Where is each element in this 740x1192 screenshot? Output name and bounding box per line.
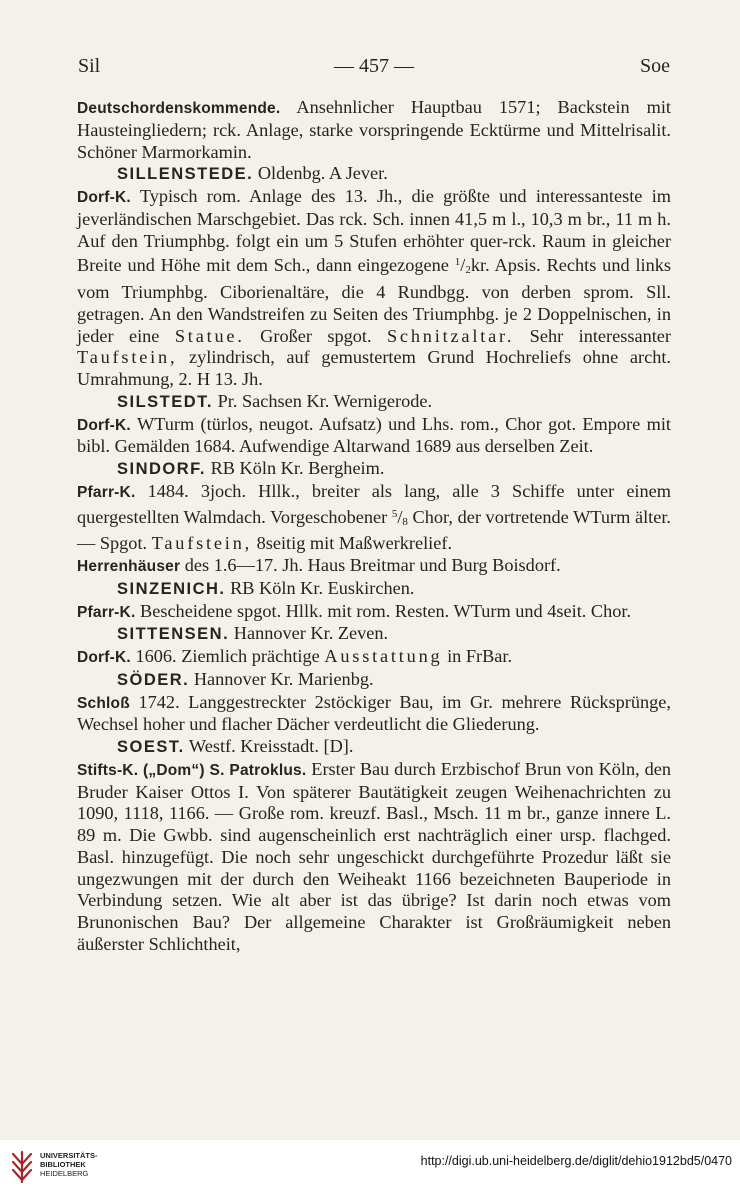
place-name: SITTENSEN. — [117, 625, 230, 644]
place-name: SILLENSTEDE. — [117, 165, 254, 184]
entry-paragraph: Pfarr-K. 1484. 3joch. Hllk., breiter als lang, alle 3 Schiffe unter einem quergestellten Walmdach. Vorgeschobener $^5$/8 Chor, der vortretende WTurm älter. — Spgot. Taufstein, 8seitig mit Maßwerkrelief. — [77, 480, 671, 554]
university-library-logo-icon — [8, 1148, 36, 1184]
running-header — [78, 52, 670, 80]
spaced-term: Taufstein, — [77, 347, 178, 368]
entry-label: Schloß — [77, 694, 130, 712]
fraction-denominator: 2 — [465, 264, 471, 277]
entry-paragraph — [77, 646, 671, 669]
spaced-term: Ausstattung — [324, 646, 443, 666]
viewer-footer — [0, 1140, 740, 1192]
entry-label: Dorf-K. — [77, 649, 131, 666]
entry-label: Dorf-K. — [77, 416, 131, 434]
place-heading — [77, 163, 671, 186]
entry-text: in FrBar. — [442, 646, 513, 666]
entry-label: Pfarr-K. — [77, 603, 136, 621]
entry-text: Bescheidene spgot. Hllk. mit rom. Resten. WTurm und 4seit. Chor. — [135, 600, 632, 621]
entry-text: 8seitig mit Maßwerkrelief. — [252, 533, 453, 554]
logo-wordmark — [40, 1151, 98, 1178]
logo-line: UNIVERSITÄTS- — [40, 1151, 98, 1160]
entry-label: Stifts-K. („Dom“) S. Patroklus. — [77, 761, 307, 779]
entry-paragraph — [77, 414, 671, 459]
place-name: SILSTEDT. — [117, 392, 214, 411]
entry-text: Großer spgot. — [244, 325, 387, 346]
entry-text: Ansehnlicher Hauptbau 1571; Backstein mit Hausteingliedern; rck. Anlage, starke vorspringende Ecktürme und Mittelrisalit. Schöner Marmorkamin. — [77, 97, 671, 162]
place-heading — [77, 736, 671, 759]
entry-label: Herrenhäuser — [77, 558, 181, 575]
place-heading — [77, 458, 671, 481]
header-right-keyword: Soe — [640, 55, 670, 77]
place-heading — [77, 391, 671, 414]
logo-line: HEIDELBERG — [40, 1169, 89, 1178]
place-name: SINZENICH. — [117, 579, 226, 598]
fraction-numerator: 5 — [391, 507, 398, 520]
entry-label: Deutschordenskommende. — [77, 100, 281, 117]
entry-paragraph — [77, 601, 671, 624]
entry-paragraph — [77, 759, 671, 956]
body-text — [77, 97, 671, 956]
place-heading — [77, 623, 671, 646]
entry-label: Pfarr-K. — [77, 483, 136, 501]
entry-text: Typisch rom. Anlage des 13. Jh., die größte und interessanteste im jeverländischen Marschgebiet. Das rck. Sch. innen 41,5 m l., 10,3 m br., 11 m h. Auf den Triumphbg. folgt ein um 5 Stufen erhöhter quer-rck. Raum in gleicher Breite und Höhe mit dem Sch., dann eingezogene — [77, 186, 671, 276]
entry-text: WTurm (türlos, neugot. Aufsatz) und Lhs. rom., Chor got. Empore mit bibl. Gemälden 1684. Aufwendige Altarwand 1689 aus derselben Zeit. — [77, 413, 671, 457]
place-region: Westf. Kreisstadt. [D]. — [184, 736, 354, 756]
entry-text: des 1.6—17. Jh. Haus Breitmar und Burg Boisdorf. — [180, 555, 561, 575]
entry-text: 1606. Ziemlich prächtige — [130, 646, 325, 666]
place-region: Pr. Sachsen Kr. Wernigerode. — [213, 390, 433, 411]
place-name: SOEST. — [117, 738, 185, 756]
spaced-term: Statue. — [174, 325, 245, 346]
place-name: SINDORF. — [117, 460, 207, 478]
fraction-numerator: 1 — [454, 256, 461, 269]
place-region: Hannover Kr. Zeven. — [229, 623, 389, 644]
entry-text: Chor, der vortretende WTurm älter. — Spgot. — [77, 506, 671, 554]
entry-text: 1484. 3joch. Hllk., breiter als lang, alle 3 Schiffe unter einem quergestellten Walmdach. Vorgeschobener — [77, 480, 671, 527]
place-region: RB Köln Kr. Bergheim. — [206, 458, 385, 478]
logo-line: BIBLIOTHEK — [40, 1160, 86, 1169]
spaced-term: Schnitzaltar. — [386, 325, 515, 346]
place-heading — [77, 578, 671, 601]
entry-text: 1742. Langgestreckter 2stöckiger Bau, im Gr. mehrere Rücksprünge, Wechsel hoher und flacher Dächer verdeutlicht die Gliederung. — [77, 691, 671, 735]
entry-text: Sehr interessanter — [514, 325, 671, 346]
entry-label: Dorf-K. — [77, 189, 131, 206]
place-name: SÖDER. — [117, 670, 190, 689]
entry-paragraph — [77, 692, 671, 737]
entry-paragraph — [77, 555, 671, 578]
entry-paragraph: Dorf-K. Typisch rom. Anlage des 13. Jh., die größte und interessanteste im jeverländischen Marschgebiet. Das rck. Sch. innen 41,5 m l., 10,3 m br., 11 m h. Auf den Triumphbg. folgt ein um 5 Stufen erhöhter quer-rck. Raum in gleicher Breite und Höhe mit dem Sch., dann eingezogene $^1$/2kr. Apsis. Rechts und links vom Triumphbg. Ciborienaltäre, die 4 Rundbgg. von derben sprom. Sll. getragen. An den Wandstreifen zu Seiten des Triumphbg. je 2 Doppelnischen, in jeder eine Statue. Großer spgot. Schnitzaltar. Sehr interessanter Taufstein, zylindrisch, auf gemustertem Grund Hochreliefs ohne archt. Umrahmung, 2. H 13. Jh. — [77, 186, 671, 389]
spaced-term: Taufstein, — [151, 533, 253, 554]
entry-text: Erster Bau durch Erzbischof Brun von Köln, den Bruder Kaiser Ottos I. Von späterer Bautätigkeit zeugen Weihenachrichten zu 1090, 1118, 1166. — Große rom. kreuzf. Basl., Msch. 11 m br., ganze innere L. 89 m. Die Gwbb. sind augenscheinlich erst nachträglich einer ursp. flachged. Basl. hinzugefügt. Die noch sehr ungeschickt durchgeführte Prozedur läßt sie ungezwungen mit der durch den Weiheakt 1166 bezeichneten Bauperiode in Verbindung setzen. Wie alt aber ist das übrige? Ist darin noch etwas vom Brunonischen Bau? Der allgemeine Charakter ist Großräumigkeit neben äußerster Schlichtheit, — [77, 758, 671, 954]
header-left-keyword: Sil — [78, 55, 101, 77]
entry-text: kr. Apsis. Rechts und links vom Triumphbg. Ciborienaltäre, die 4 Rundbgg. von derben sprom. Sll. getragen. An den Wandstreifen zu Seiten des Triumphbg. je 2 Doppelnischen, in jeder eine — [77, 255, 671, 346]
permalink-url[interactable]: http://digi.ub.uni-heidelberg.de/diglit/dehio1912bd5/0470 — [420, 1154, 732, 1168]
entry-text: zylindrisch, auf gemustertem Grund Hochreliefs ohne archt. Umrahmung, 2. H 13. Jh. — [77, 347, 671, 389]
place-heading — [77, 669, 671, 692]
page-number: — 457 — — [334, 55, 414, 77]
place-region: RB Köln Kr. Euskirchen. — [225, 577, 415, 598]
place-region: Oldenbg. A Jever. — [253, 163, 388, 184]
place-region: Hannover Kr. Marienbg. — [189, 668, 374, 689]
entry-paragraph — [77, 97, 671, 163]
fraction-denominator: 8 — [402, 515, 408, 528]
